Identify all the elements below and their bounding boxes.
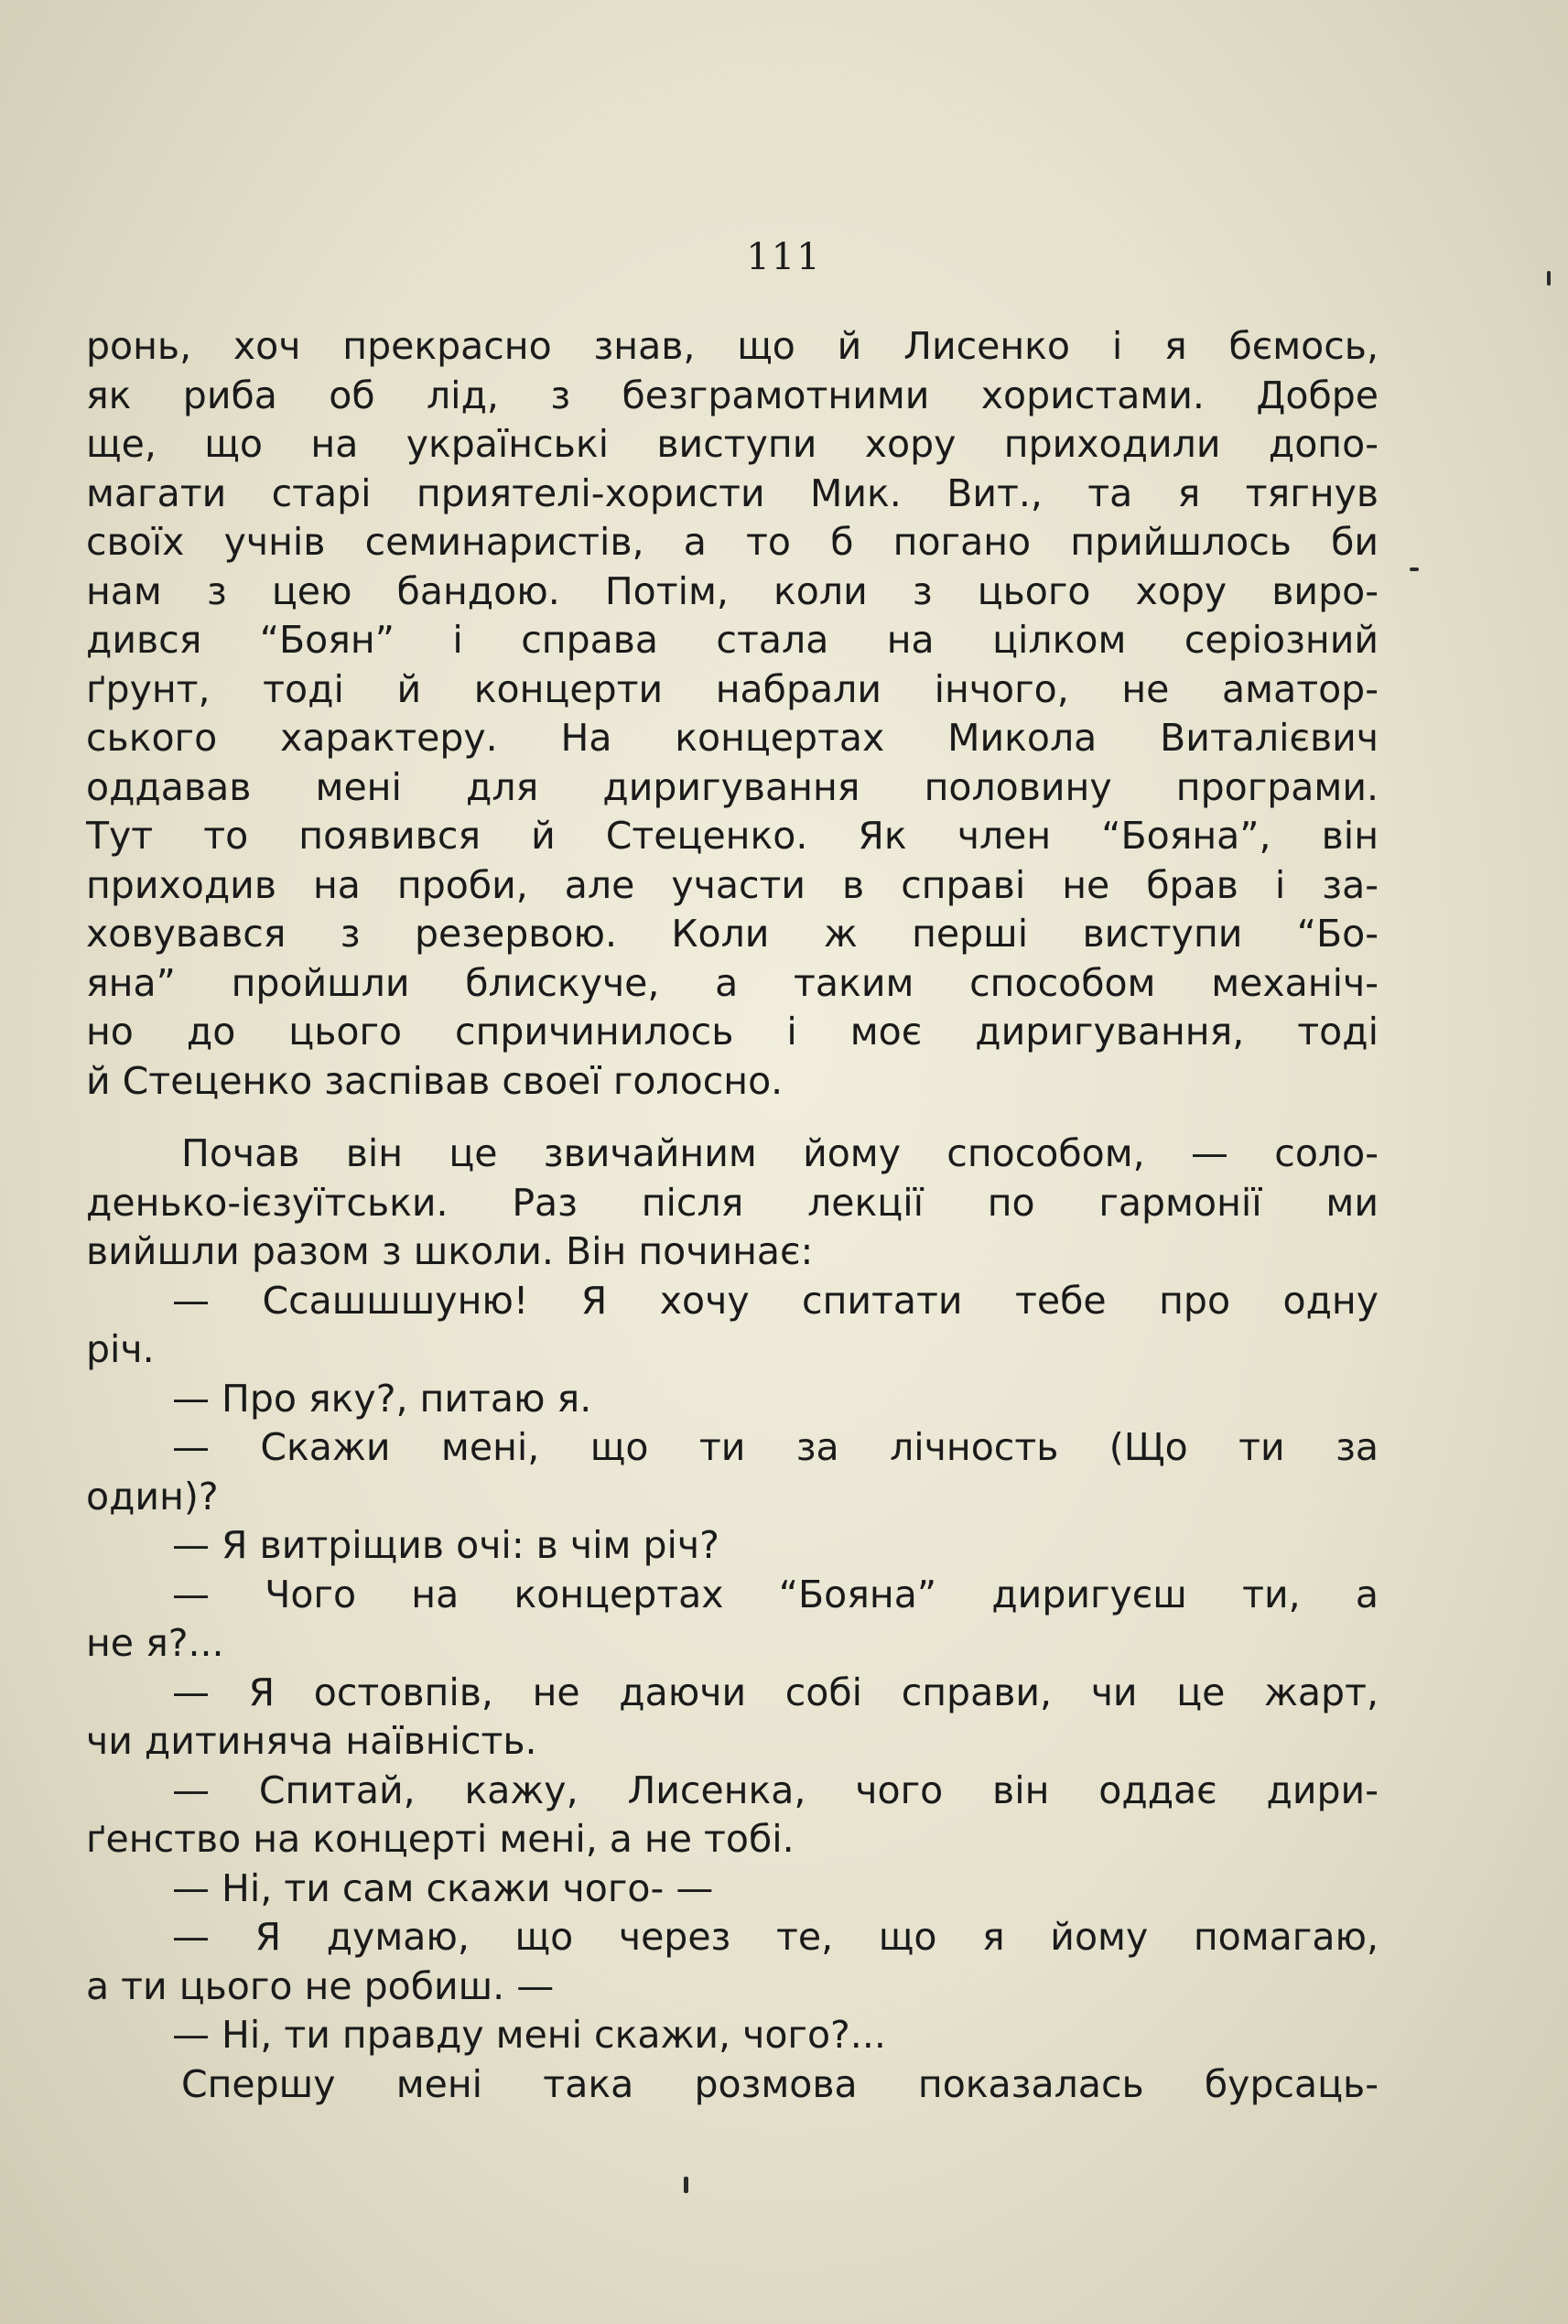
text-line: а ти цього не робиш. —	[86, 1963, 555, 2008]
text-line: Почав він це звичайним йому способом, — соло-	[181, 1131, 1379, 1175]
print-speck	[1410, 567, 1419, 571]
text-line: — Я думаю, що через те, що я йому помагаю,	[172, 1915, 1379, 1959]
paragraph-gap	[86, 1106, 1379, 1130]
text-line: — Я остовпів, не даючи собі справи, чи це жарт,	[172, 1670, 1379, 1714]
text-line: — Ні, ти правду мені скажи, чого?...	[172, 2013, 886, 2057]
text-line: — Спитай, кажу, Лисенка, чого він оддає дири-	[172, 1767, 1379, 1812]
text-line: ґрунт, тоді й концерти набрали інчого, не аматор-	[86, 666, 1379, 711]
text-line: оддавав мені для диригування половину програми.	[86, 764, 1379, 809]
text-line: Спершу мені така розмова показалась бурсаць-	[181, 2061, 1379, 2106]
text-line: но до цього спричинилось і моє диригування, тоді	[86, 1010, 1379, 1054]
text-line: — Скажи мені, що ти за лічность (Що ти за	[172, 1425, 1379, 1469]
text-line: нам з цею бандою. Потім, коли з цього хору виро-	[86, 568, 1379, 613]
text-line: — Про яку?, питаю я.	[172, 1376, 592, 1421]
text-line: своїх учнів семинаристів, а то б погано прийшлось би	[86, 520, 1379, 564]
text-line: ського характеру. На концертах Микола Виталієвич	[86, 716, 1379, 760]
text-line: магати старі приятелі-хористи Мик. Вит., та я тягнув	[86, 470, 1379, 515]
text-line: чи дитиняча наївність.	[86, 1719, 537, 1763]
text-line: ґенство на концерті мені, а не тобі.	[86, 1817, 795, 1861]
text-line: й Стеценко заспівав своеї голосно.	[86, 1058, 784, 1103]
text-line: ще, що на українські виступи хору приходили допо-	[86, 422, 1379, 466]
text-line: вийшли разом з школи. Він починає:	[86, 1229, 814, 1273]
text-line: ронь, хоч прекрасно знав, що й Лисенко і я бємось,	[86, 324, 1379, 368]
print-speck	[1547, 271, 1551, 286]
text-line: — Чого на концертах “Бояна” диригуєш ти, а	[172, 1572, 1379, 1616]
text-line: річ.	[86, 1327, 155, 1371]
text-line: як риба об лід, з безграмотними хористами. Добре	[86, 373, 1379, 417]
text-line: один)?	[86, 1474, 219, 1519]
text-line: — Я витріщив очі: в чім річ?	[172, 1523, 719, 1567]
text-line: — Ссашшшуню! Я хочу спитати тебе про одну	[172, 1278, 1379, 1323]
text-line: не я?...	[86, 1621, 224, 1665]
body-text	[86, 322, 1379, 2109]
page-number: 111	[746, 236, 822, 278]
text-line: дився “Боян” і справа стала на цілком серіозний	[86, 618, 1379, 662]
print-speck	[684, 2177, 688, 2193]
text-line: — Ні, ти сам скажи чого- —	[172, 1865, 714, 1910]
text-line: Тут то появився й Стеценко. Як член “Бояна”, він	[86, 814, 1379, 858]
text-line: приходив на проби, але участи в справі не брав і за-	[86, 862, 1379, 907]
text-line: ховувався з резервою. Коли ж перші виступи “Бо-	[86, 912, 1379, 956]
text-line: денько-ієзуїтськи. Раз після лекції по гармонії ми	[86, 1180, 1379, 1225]
text-line: яна” пройшли блискуче, а таким способом механіч-	[86, 960, 1379, 1005]
